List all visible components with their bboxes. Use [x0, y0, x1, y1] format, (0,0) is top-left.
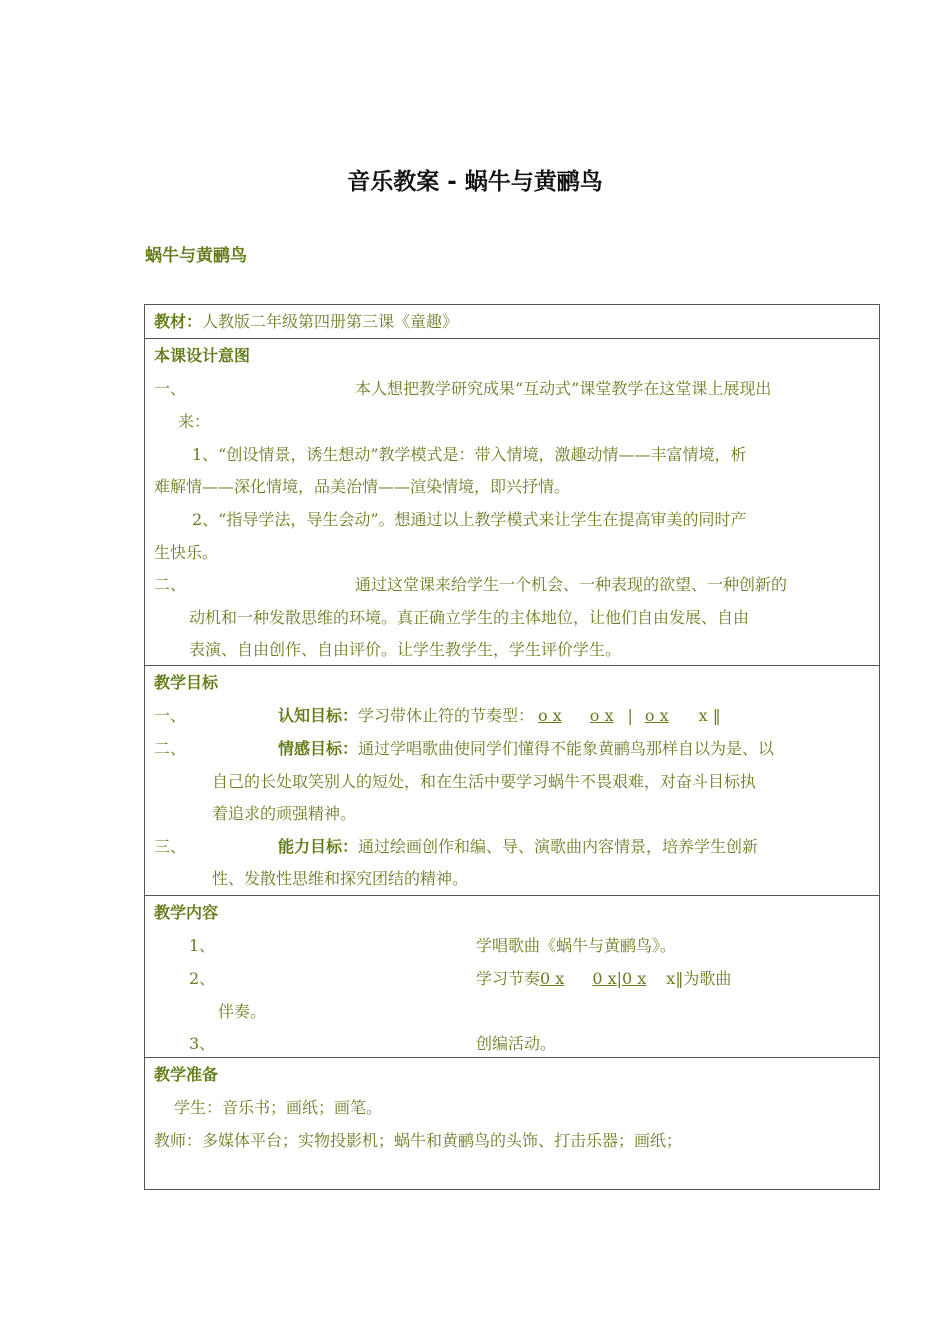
prep-heading: 教学准备	[154, 1065, 219, 1084]
goal-3-label: 能力目标：	[278, 837, 359, 856]
design-p4-a: 通过这堂课来给学生一个机会、一种表现的欲望、一种创新的	[355, 575, 788, 594]
prep-teacher: 教师：多媒体平台；实物投影机；蜗牛和黄鹂鸟的头饰、打击乐器；画纸；	[154, 1131, 683, 1150]
goals-section	[145, 665, 879, 896]
goal-1-bar: |	[627, 706, 633, 725]
content-2-rhythm-3: 0 x	[622, 969, 647, 988]
content-1-num: 1、	[189, 936, 216, 955]
design-section	[145, 338, 879, 666]
design-p1-num: 一、	[154, 379, 187, 398]
goal-2-c: 着追求的顽强精神。	[212, 804, 357, 823]
goal-3-num: 三、	[154, 837, 187, 856]
goals-heading: 教学目标	[154, 673, 219, 692]
content-2-num: 2、	[189, 969, 216, 988]
design-p1-b: 来：	[178, 412, 211, 431]
content-3-text: 创编活动。	[476, 1034, 557, 1053]
material-label: 教材：	[154, 312, 203, 331]
design-p3-b: 生快乐。	[154, 543, 219, 562]
content-2	[476, 966, 731, 989]
content-2-text: 学习节奏	[476, 969, 541, 988]
design-p4-num: 二、	[154, 575, 187, 594]
material-row	[154, 309, 458, 332]
goal-1	[278, 703, 721, 726]
design-p4-b: 动机和一种发散思维的环境。真正确立学生的主体地位，让他们自由发展、自由	[189, 608, 750, 627]
goal-1-end: x ‖	[698, 706, 721, 725]
content-section	[145, 895, 879, 1058]
design-p2-a: 1、“创设情景，诱生想动”教学模式是：带入情境，激趣动情——丰富情境，析	[192, 445, 747, 464]
content-2-rhythm-1: 0 x	[540, 969, 565, 988]
content-2-rhythm-2: 0 x	[592, 969, 617, 988]
design-p4-c: 表演、自由创作、自由评价。让学生教学生，学生评价学生。	[189, 640, 622, 659]
content-2-end: x‖为歌曲	[666, 969, 732, 988]
subtitle: 蜗牛与黄鹂鸟	[145, 246, 247, 266]
design-p2-b: 难解情——深化情境，品美治情——渲染情境，即兴抒情。	[154, 477, 571, 496]
goal-1-num: 一、	[154, 706, 187, 725]
page-title: 音乐教案 - 蜗牛与黄鹂鸟	[347, 169, 603, 195]
design-heading: 本课设计意图	[154, 346, 251, 365]
content-2-b: 伴奏。	[218, 1002, 267, 1021]
goal-2	[278, 736, 774, 759]
prep-section	[145, 1057, 879, 1191]
goal-2-b: 自己的长处取笑别人的短处，和在生活中要学习蜗牛不畏艰难，对奋斗目标执	[212, 772, 757, 791]
prep-student: 学生：音乐书；画纸；画笔。	[174, 1098, 383, 1117]
goal-3-b: 性、发散性思维和探究团结的精神。	[212, 869, 469, 888]
lesson-plan-table	[144, 304, 880, 1190]
content-1-text: 学唱歌曲《蜗牛与黄鹂鸟》。	[476, 936, 677, 955]
content-2-bar: |	[616, 969, 622, 988]
content-3-num: 3、	[189, 1034, 216, 1053]
goal-2-a: 通过学唱歌曲使同学们懂得不能象黄鹂鸟那样自以为是、以	[358, 739, 775, 758]
material-text: 人教版二年级第四册第三课《童趣》	[202, 312, 459, 331]
goal-2-num: 二、	[154, 739, 187, 758]
goal-1-text: 学习带休止符的节奏型：	[358, 706, 535, 725]
design-p1-a: 本人想把教学研究成果“互动式”课堂教学在这堂课上展现出	[355, 379, 772, 398]
goal-2-label: 情感目标：	[278, 739, 359, 758]
goal-3-a: 通过绘画创作和编、导、演歌曲内容情景，培养学生创新	[358, 837, 759, 856]
goal-1-rhythm-a: o x	[538, 706, 562, 725]
design-p3-a: 2、“指导学法，导生会动”。想通过以上教学模式来让学生在提高审美的同时产	[192, 510, 747, 529]
goal-1-rhythm-b: o x	[589, 706, 614, 725]
goal-3	[278, 834, 758, 857]
goal-1-rhythm-c: o x	[644, 706, 669, 725]
content-heading: 教学内容	[154, 903, 219, 922]
goal-1-label: 认知目标：	[278, 706, 359, 725]
